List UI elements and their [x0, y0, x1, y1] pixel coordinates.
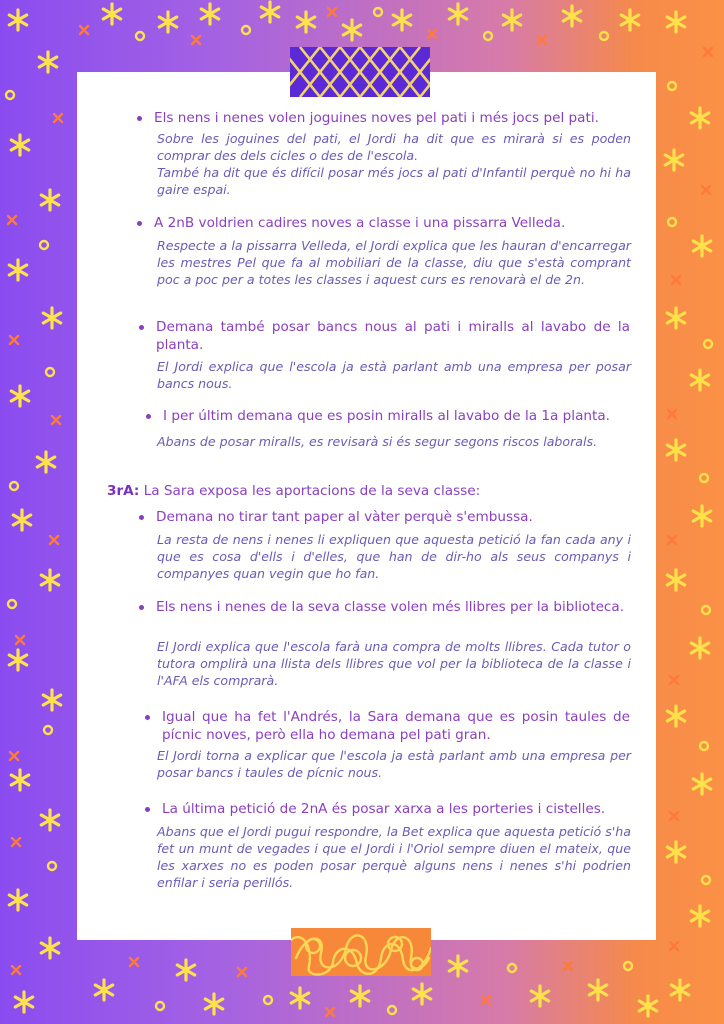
request-text: Els nens i nenes volen joguines noves pel pati i més jocs pel pati.	[154, 110, 599, 126]
request-item	[156, 598, 630, 616]
section-heading-3rA	[107, 482, 480, 500]
request-text: Demana també posar bancs nous al pati i miralls al lavabo de la planta.	[156, 319, 630, 353]
bullet-dot	[137, 221, 142, 226]
reply-line: Abans de posar miralls, es revisarà si és segur segons riscos laborals.	[157, 434, 598, 449]
request-item	[162, 708, 630, 744]
reply-line: El Jordi torna a explicar que l'escola ja està parlant amb una empresa per posar bancs i taules de pícnic nous.	[157, 748, 631, 780]
reply-text	[157, 130, 631, 198]
request-text: Demana no tirar tant paper al vàter perquè s'embussa.	[156, 509, 533, 525]
reply-line: El Jordi explica que l'escola farà una compra de molts llibres. Cada tutor o tutora omplirà una llista dels llibres que vol per la biblioteca de la classe i l'AFA els comprarà.	[157, 639, 631, 688]
reply-text	[157, 237, 631, 288]
reply-text	[157, 358, 631, 392]
bullet-dot	[139, 325, 144, 330]
section-intro: La Sara exposa les aportacions de la seva classe:	[143, 483, 481, 499]
request-item	[154, 214, 630, 232]
reply-text	[157, 747, 631, 781]
reply-text	[157, 638, 631, 689]
bullet-dot	[146, 414, 151, 419]
reply-line: El Jordi explica que l'escola ja està parlant amb una empresa per posar bancs nous.	[157, 359, 631, 391]
reply-line: Respecte a la pissarra Velleda, el Jordi explica que les hauran d'encarregar les mestres Pel que fa al mobiliari de la classe, diu que s'està comprant poc a poc per a totes les classes i aquest curs es renovarà el de 2n.	[157, 238, 631, 287]
reply-text	[157, 531, 631, 582]
section-label: 3rA:	[107, 483, 140, 499]
reply-line: Sobre les joguines del pati, el Jordi ha dit que es mirarà si es poden comprar des dels cicles o des de l'escola.	[157, 131, 631, 163]
request-text: Igual que ha fet l'Andrés, la Sara demana que es posin taules de pícnic noves, però ella ho demana pel pati gran.	[162, 709, 630, 743]
bullet-dot	[137, 116, 142, 121]
bullet-dot	[139, 605, 144, 610]
reply-line: També ha dit que és difícil posar més jocs al pati d'Infantil perquè no hi ha gaire espai.	[157, 165, 631, 197]
request-item	[156, 508, 630, 526]
bullet-dot	[145, 807, 150, 812]
reply-line: La resta de nens i nenes li expliquen que aquesta petició la fan cada any i que es cosa d'ells i d'elles, que han de dir-ho als seus companys i companyes quan vegin que ho fan.	[157, 532, 631, 581]
request-text: I per últim demana que es posin miralls al lavabo de la 1a planta.	[163, 408, 611, 424]
request-text: La última petició de 2nA és posar xarxa a les porteries i cistelles.	[162, 801, 606, 817]
request-text: A 2nB voldrien cadires noves a classe i una pissarra Velleda.	[154, 215, 566, 231]
request-item	[163, 407, 630, 425]
bullet-dot	[145, 715, 150, 720]
request-item	[154, 109, 630, 127]
reply-text	[157, 823, 631, 891]
bullet-dot	[139, 515, 144, 520]
reply-text	[157, 433, 631, 450]
request-item	[162, 800, 630, 818]
request-text: Els nens i nenes de la seva classe volen més llibres per la biblioteca.	[156, 599, 625, 615]
reply-line: Abans que el Jordi pugui respondre, la Bet explica que aquesta petició s'ha fet un munt de vegades i que el Jordi i l'Oriol sempre diuen el mateix, que les xarxes no es poden posar perquè alguns nens i nenes s'hi podrien enfilar i seria perillós.	[157, 824, 631, 890]
request-item	[156, 318, 630, 354]
